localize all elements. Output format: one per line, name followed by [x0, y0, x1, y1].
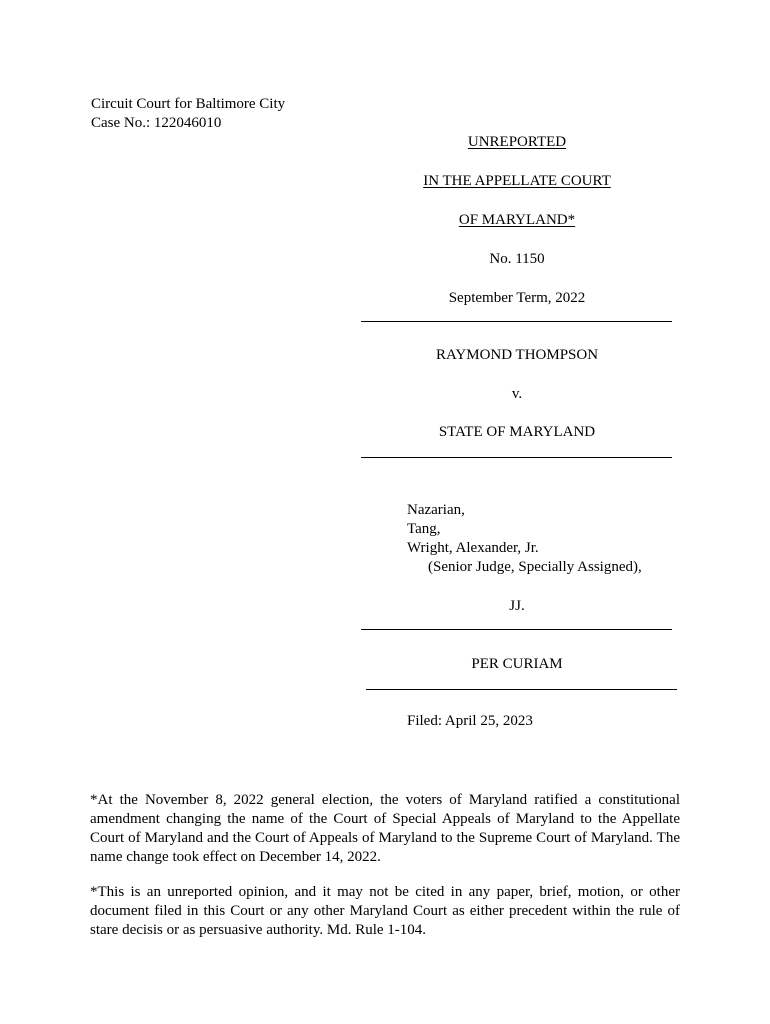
judge-panel	[407, 501, 642, 577]
footnote-unreported-notice: *This is an unreported opinion, and it may not be cited in any paper, brief, motion, or other document filed in this Court or any other Maryland Court as either precedent within the rule of stare decisis or as persuasive authority. Md. Rule 1-104.	[90, 884, 680, 938]
versus: v.	[511, 386, 523, 402]
case-number: Case No.: 122046010	[91, 115, 222, 131]
opinion-by: PER CURIAM	[471, 656, 563, 672]
judge-name: Wright, Alexander, Jr.	[407, 540, 539, 556]
judge-name: Nazarian,	[407, 502, 465, 518]
court-info	[91, 95, 285, 133]
court-name-line1: IN THE APPELLATE COURT	[423, 173, 611, 189]
judge-name: Tang,	[407, 521, 441, 537]
term: September Term, 2022	[448, 290, 586, 306]
filed-date: Filed: April 25, 2023	[407, 713, 533, 729]
court-name-line2: OF MARYLAND*	[458, 212, 576, 228]
lower-court-name: Circuit Court for Baltimore City	[91, 96, 286, 112]
unreported-heading: UNREPORTED	[467, 134, 567, 150]
appellee-name: STATE OF MARYLAND	[438, 424, 596, 440]
divider-line	[361, 457, 672, 458]
docket-number: No. 1150	[489, 251, 545, 267]
justices-abbrev: JJ.	[509, 598, 525, 614]
divider-line	[366, 689, 677, 690]
divider-line	[361, 629, 672, 630]
judge-note: (Senior Judge, Specially Assigned),	[428, 559, 642, 575]
appellant-name: RAYMOND THOMPSON	[435, 347, 599, 363]
footnote-name-change: *At the November 8, 2022 general election, the voters of Maryland ratified a constitutional amendment changing the name of the Court of Special Appeals of Maryland to the Appellate Court of Maryland and the Court of Appeals of Maryland to the Supreme Court of Maryland. The name change took effect on December 14, 2022.	[90, 792, 680, 865]
divider-line	[361, 321, 672, 322]
